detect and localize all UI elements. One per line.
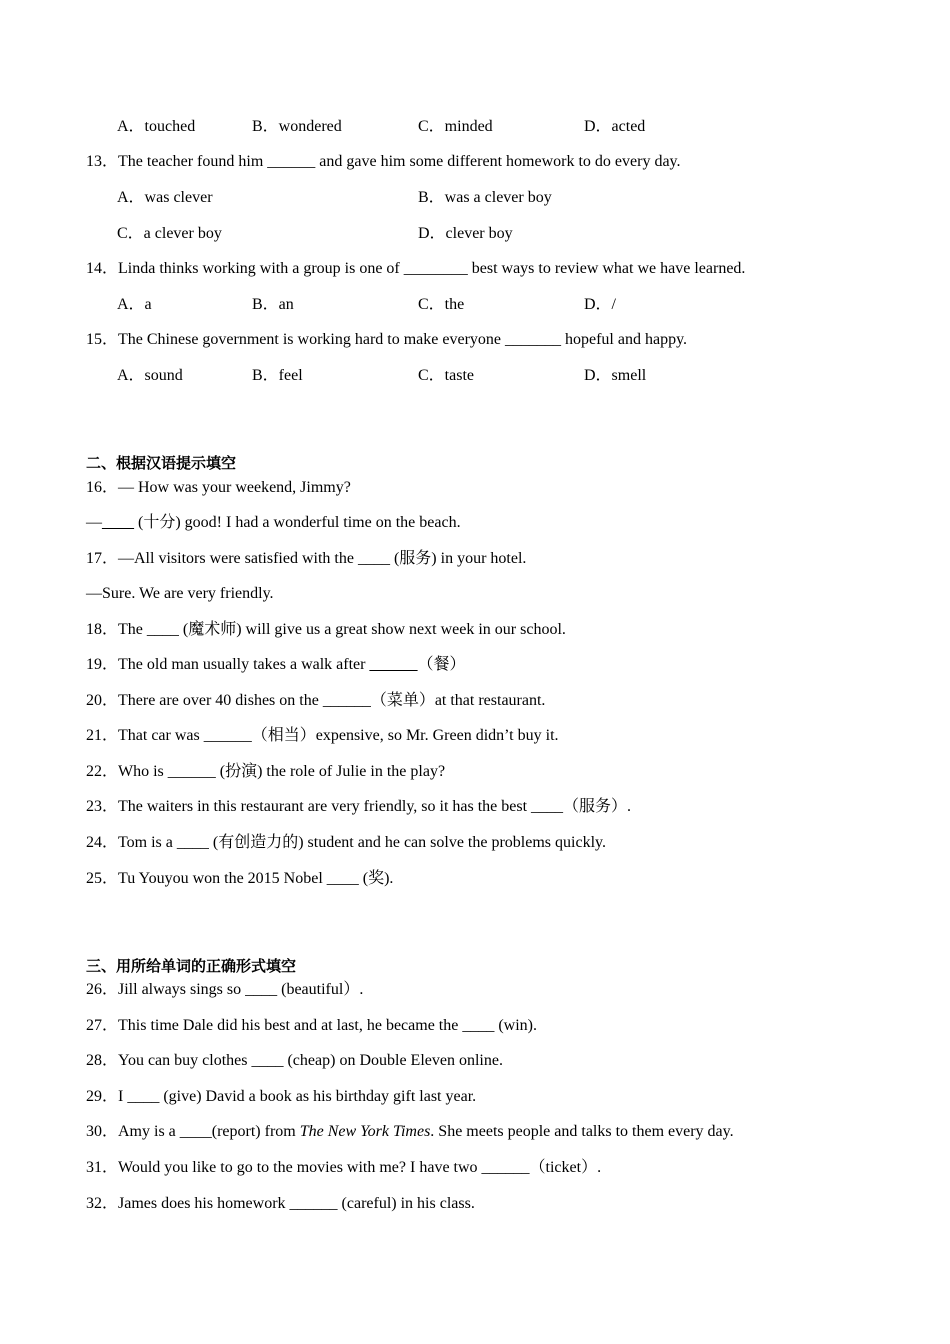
q29: 29．I ____ (give) David a book as his birthday gift last year. bbox=[86, 1088, 477, 1105]
q12-option-d: D．acted bbox=[584, 118, 646, 135]
q13-option-d: D．clever boy bbox=[418, 225, 513, 242]
q13-stem: 13．The teacher found him ______ and gave him some different homework to do every day. bbox=[86, 153, 681, 170]
q16-blank: ____ bbox=[102, 514, 134, 531]
q31: 31．Would you like to go to the movies with me? I have two ______（ticket）. bbox=[86, 1159, 602, 1176]
q21: 21．That car was ______（相当）expensive, so Mr. Green didn’t buy it. bbox=[86, 727, 559, 744]
q15-option-c: C．taste bbox=[418, 367, 474, 384]
q30-newspaper-title: The New York Times bbox=[299, 1123, 431, 1140]
q17-question: 17．—All visitors were satisfied with the ____ (服务) in your hotel. bbox=[86, 550, 527, 567]
q13-option-c: C．a clever boy bbox=[117, 225, 222, 242]
q16-question: 16．— How was your weekend, Jimmy? bbox=[86, 479, 351, 496]
q20: 20．There are over 40 dishes on the ______（菜单）at that restaurant. bbox=[86, 692, 546, 709]
q19 bbox=[86, 655, 466, 675]
q14-option-d: D．/ bbox=[584, 296, 617, 313]
q14-option-c: C．the bbox=[418, 296, 465, 313]
q19-hint: （餐） bbox=[417, 656, 466, 673]
q15-option-d: D．smell bbox=[584, 367, 647, 384]
q13-option-a: A．was clever bbox=[117, 189, 213, 206]
q14-option-b: B．an bbox=[252, 296, 294, 313]
section-3-title: 三、用所给单词的正确形式填空 bbox=[86, 957, 297, 975]
q14-option-a: A．a bbox=[117, 296, 152, 313]
q30 bbox=[86, 1122, 734, 1142]
q22: 22．Who is ______ (扮演) the role of Julie in the play? bbox=[86, 763, 446, 780]
q12-option-c: C．minded bbox=[418, 118, 493, 135]
q17-reply: —Sure. We are very friendly. bbox=[86, 585, 274, 602]
q27: 27．This time Dale did his best and at last, he became the ____ (win). bbox=[86, 1017, 538, 1034]
q15-stem: 15．The Chinese government is working hard to make everyone _______ hopeful and happy. bbox=[86, 331, 688, 348]
q26: 26．Jill always sings so ____ (beautiful）. bbox=[86, 981, 364, 998]
q28: 28．You can buy clothes ____ (cheap) on Double Eleven online. bbox=[86, 1052, 503, 1069]
q18: 18．The ____ (魔术师) will give us a great show next week in our school. bbox=[86, 621, 566, 638]
q16-rest: (十分) good! I had a wonderful time on the beach. bbox=[134, 514, 461, 531]
q16-answer-line bbox=[86, 513, 461, 533]
q12-option-b: B．wondered bbox=[252, 118, 342, 135]
q30-text: 30．Amy is a ____(report) from bbox=[86, 1123, 300, 1140]
q30-rest: . She meets people and talks to them every day. bbox=[430, 1123, 734, 1140]
q15-option-a: A．sound bbox=[117, 367, 183, 384]
section-2-title: 二、根据汉语提示填空 bbox=[86, 454, 237, 472]
q13-option-b: B．was a clever boy bbox=[418, 189, 552, 206]
q16-dash: — bbox=[86, 514, 102, 531]
q19-text: 19．The old man usually takes a walk after bbox=[86, 656, 370, 673]
q15-option-b: B．feel bbox=[252, 367, 303, 384]
q24: 24．Tom is a ____ (有创造力的) student and he can solve the problems quickly. bbox=[86, 834, 606, 851]
q23: 23．The waiters in this restaurant are very friendly, so it has the best ____（服务）. bbox=[86, 798, 632, 815]
q19-blank: ______ bbox=[369, 656, 418, 673]
q12-option-a: A．touched bbox=[117, 118, 196, 135]
q32: 32．James does his homework ______ (careful) in his class. bbox=[86, 1195, 475, 1212]
q14-stem: 14．Linda thinks working with a group is one of ________ best ways to review what we have learned. bbox=[86, 260, 746, 277]
q25: 25．Tu Youyou won the 2015 Nobel ____ (奖). bbox=[86, 870, 394, 887]
